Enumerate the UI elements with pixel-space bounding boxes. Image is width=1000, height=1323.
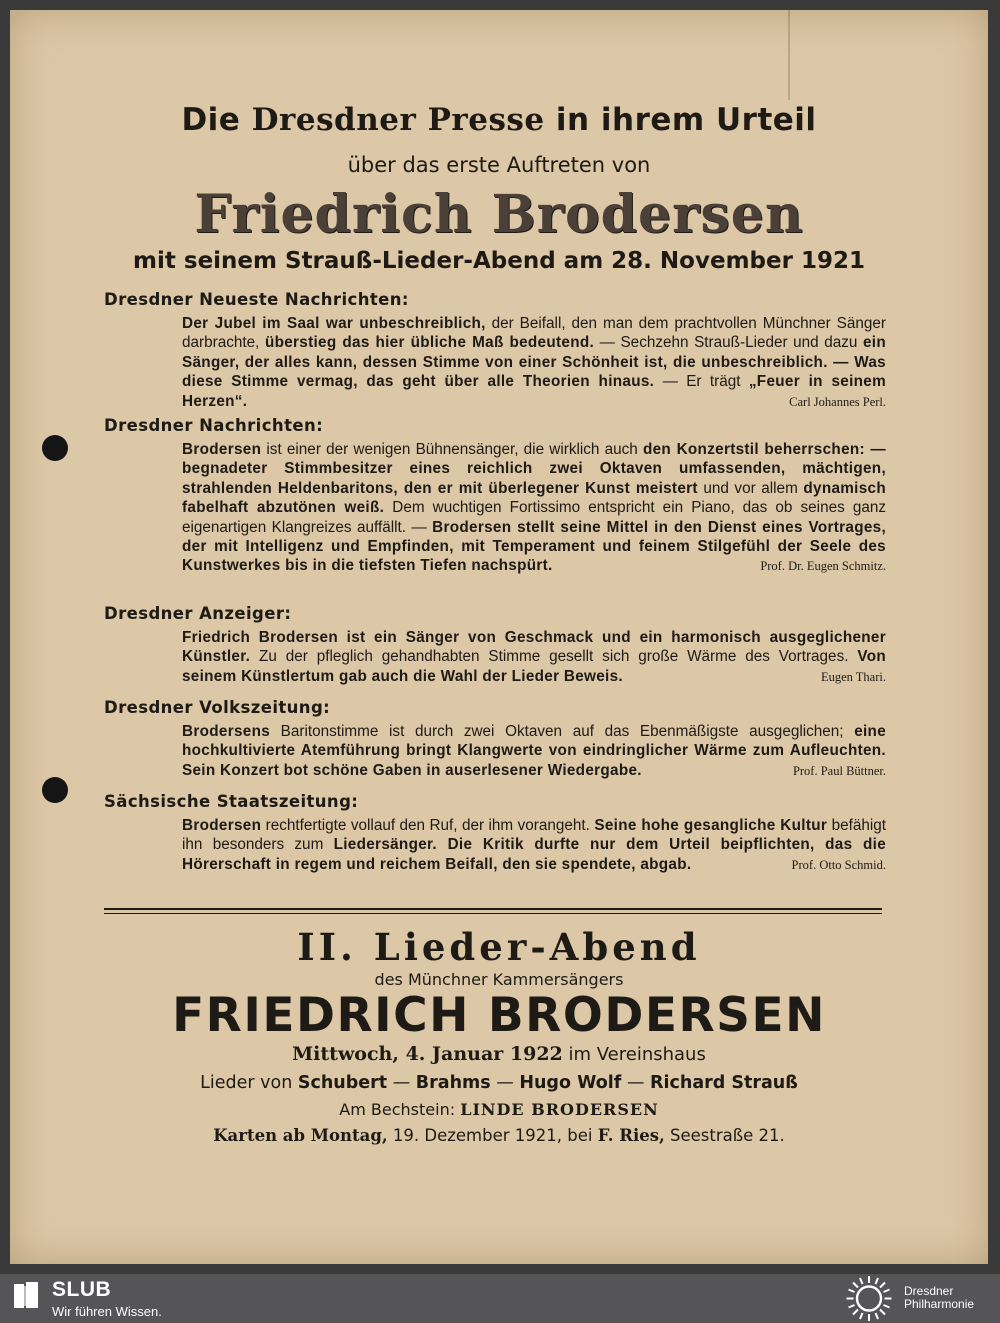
review-text-segment: Seine hohe gesangliche Kultur <box>594 817 828 834</box>
review-text-segment: den Konzertstil beherrschen: — begnadeter Stimmbesitzer eines reichlich zwei Oktaven umfassenden, mächtigen, strahlenden Heldenbaritons, den er mit überlegener Kunst meistert <box>182 441 886 497</box>
punch-hole <box>42 435 68 461</box>
headline-sub: über das erste Auftreten von <box>347 153 651 177</box>
event-program: Lieder von Schubert — Brahms — Hugo Wolf — Richard Strauß <box>200 1073 798 1093</box>
event-title: II. Lieder-Abend <box>297 925 701 969</box>
review-text-segment: befähigt ihn besonders zum <box>182 817 887 854</box>
review-block <box>104 290 886 412</box>
punch-hole <box>42 777 68 803</box>
review-text-segment: der Beifall, den man dem prachtvollen Münchner Sänger darbrachte, <box>182 315 887 352</box>
slub-name: SLUB <box>52 1278 112 1301</box>
review-text-segment: ein Sänger, der alles kann, dessen Stimme von einer Schönheit ist, die unbeschreiblich. — Was diese Stimme vermag, das geht über alle Theorien hinaus. <box>182 334 886 391</box>
review-source: Dresdner Neueste Nachrichten: <box>104 290 409 309</box>
review-text <box>182 722 886 780</box>
artist-name-title: Friedrich Brodersen <box>194 184 804 245</box>
review-text-segment: Friedrich Brodersen ist ein Sänger von Geschmack und ein harmonisch ausgeglichener Künstler. <box>182 629 886 666</box>
review-text-segment: Baritonstimme ist durch zwei Oktaven auf das Ebenmäßigste ausgeglichen; <box>270 723 855 740</box>
paper-crease <box>788 10 790 100</box>
review-text <box>182 440 886 576</box>
headline: Die Dresdner Presse in ihrem Urteil <box>181 102 817 138</box>
review-text-segment: Zu der pfleglich gehandhabten Stimme gesellt sich große Wärme des Vortrages. <box>250 648 858 666</box>
event-subtitle: des Münchner Kammersängers <box>374 970 624 989</box>
slub-tagline: Wir führen Wissen. <box>52 1304 162 1319</box>
review-source: Sächsische Staatszeitung: <box>104 792 359 811</box>
review-text-segment: Brodersen stellt seine Mittel in den Dienst eines Vortrages, der mit Intelligenz und Empfinden, mit Temperament und feinem Stilgefühl der Seele des Kunstwerkes bis in die tiefsten Tiefen nachspürt. <box>182 518 887 575</box>
review-text <box>182 816 886 874</box>
event-artist-name: FRIEDRICH BRODERSEN <box>172 988 826 1043</box>
review-block <box>104 604 886 687</box>
review-text-segment: — Sechzehn Strauß-Lieder und dazu <box>594 334 863 352</box>
review-text-segment: und vor allem <box>697 479 804 497</box>
review-block <box>104 792 886 875</box>
poster-sheet <box>10 10 988 1264</box>
review-author: Prof. Paul Büttner. <box>792 763 886 778</box>
review-source: Dresdner Nachrichten: <box>104 416 324 435</box>
review-text-segment: Von seinem Künstlertum gab auch die Wahl der Lieder Beweis. <box>182 648 886 685</box>
review-text-segment: dynamisch fabelhaft abzutönen weiß. <box>182 479 886 517</box>
review-text-segment: überstieg das hier übliche Maß bedeutend. <box>264 334 595 352</box>
review-text-segment: Brodersen <box>182 817 262 834</box>
review-source: Dresdner Volkszeitung: <box>104 698 331 717</box>
divider-rule <box>104 913 882 914</box>
review-author: Eugen Thari. <box>820 669 886 684</box>
review-text-segment: Brodersens <box>182 723 271 740</box>
event-tickets: Karten ab Montag, 19. Dezember 1921, bei F. Ries, Seestraße 21. <box>213 1126 785 1145</box>
slub-book-icon <box>14 1282 38 1310</box>
review-text-segment: ist einer der wenigen Bühnensänger, die wirklich auch <box>261 441 643 458</box>
event-pianist: Am Bechstein: LINDE BRODERSEN <box>339 1100 659 1119</box>
review-text-segment: Dem wuchtigen Fortissimo entspricht ein Piano, das ob seines ganz eigenartigen Klangreizes auffällt. — <box>182 499 887 536</box>
divider-rule <box>104 908 882 910</box>
footer-bar <box>0 1274 1000 1323</box>
review-author: Prof. Otto Schmid. <box>791 857 886 872</box>
review-text-segment: eine hochkultivierte Atemführung bringt Klangwerte von eindringlicher Wärme zum Aufleuchten. Sein Konzert bot schöne Gaben in auserlesener Wiedergabe. <box>182 723 886 779</box>
event-date: Mittwoch, 4. Januar 1922 im Vereinshaus <box>292 1043 706 1065</box>
review-text <box>182 314 886 411</box>
review-text-segment: — Er trägt <box>654 373 749 391</box>
review-text-segment: Der Jubel im Saal war unbeschreiblich, <box>182 315 486 332</box>
review-text-segment: rechtfertigte vollauf den Ruf, der ihm vorangeht. <box>261 817 595 834</box>
concert-line: mit seinem Strauß-Lieder-Abend am 28. November 1921 <box>133 248 865 274</box>
philharmonie-name: Dresdner Philharmonie <box>904 1284 975 1311</box>
review-text <box>182 628 886 686</box>
review-source: Dresdner Anzeiger: <box>104 604 292 623</box>
review-block <box>104 698 886 781</box>
review-text-segment: „Feuer in seinem Herzen“. <box>182 373 887 410</box>
philharmonie-sun-icon <box>844 1274 894 1323</box>
headline-bold: Dresdner Presse <box>251 102 545 138</box>
review-text-segment: Brodersen <box>182 441 262 458</box>
review-text-segment: Liedersänger. Die Kritik durfte nur dem Urteil beipflichten, das die Hörerschaft in regem und reichem Beifall, den sie spendete, abgab. <box>182 836 887 873</box>
review-author: Carl Johannes Perl. <box>789 394 886 409</box>
review-author: Prof. Dr. Eugen Schmitz. <box>760 559 886 574</box>
review-block <box>104 416 886 577</box>
